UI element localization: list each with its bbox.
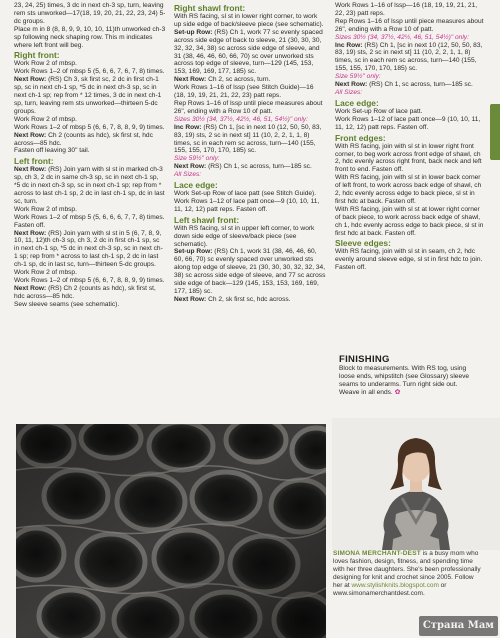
row-text: Ch 2, sc across, turn. xyxy=(206,76,271,84)
row-text: (RS) Ch 1, work 31 (38, 46, 46, 60, 60, 66, 70) sc evenly spaced over unworked sts along top edge of sleeve, 21 (30, 30, 30, 32, 32, 34, 38) sc across side edge of sleeve, and 77 sc across side edge of back—129 (145, 153, 153, 169, 169, 177, 185) sc. xyxy=(174,248,326,295)
row-label: Set-up Row: xyxy=(174,28,213,36)
paragraph: Work Rows 1–2 of mbsp 5 (6, 6, 7, 8, 8, 9, 9) times. xyxy=(14,123,165,131)
paragraph xyxy=(174,296,326,304)
paragraph: With RS facing, join with sl st in lower back corner of left front, to work across back edge of shawl, ch 2, hdc evenly across edge to back piece, sl st in first hdc at back. Fasten off. xyxy=(335,174,482,205)
row-label: Next Row: xyxy=(14,76,47,84)
paragraph xyxy=(174,124,326,156)
row-label: Next Row: xyxy=(174,76,207,84)
paragraph: Work Row 2 of mbsp. xyxy=(14,205,77,213)
paragraph: Work Rows 1–2 of mbsp 5 (6, 6, 7, 8, 8, 9, 9) times. xyxy=(14,277,165,284)
row-label: Next Row: xyxy=(14,284,47,292)
paragraph: Work Row 2 of mbsp. xyxy=(14,60,77,68)
paragraph: Work Row 2 of mbsp. xyxy=(14,269,77,277)
bio-text-2: or www.simonamerchantdest.com. xyxy=(333,582,447,598)
heading-front-edges: Front edges: xyxy=(335,132,386,143)
paragraph xyxy=(14,76,166,116)
paragraph: Sew sleeve seams (see schematic). xyxy=(14,300,120,308)
size-note: Size 59½" only: xyxy=(335,73,381,81)
paragraph: Work Rows 1–2 of mbsp 5 (5, 6, 6, 7, 6, 7, 8) times. xyxy=(14,68,165,76)
flower-icon: ✿ xyxy=(394,388,401,396)
row-label: Inc Row: xyxy=(335,41,363,49)
site-watermark: Страна Мам xyxy=(419,616,498,636)
paragraph xyxy=(174,29,326,76)
paragraph: 23, 24, 25) times, 3 dc in next ch-3 sp, turn, leaving rem sts unworked—17(18, 19, 20, 21, 22, 23, 24) 5-dc groups. xyxy=(14,2,166,25)
paragraph: With RS facing, join with sl st in seam, ch 2, hdc evenly around sleeve edge, sl st in first hdc to join. Fasten off. xyxy=(335,248,483,272)
size-note: Sizes 30½ (34, 37½, 42½, 46, 51, 54½)" only: xyxy=(335,33,469,41)
row-label: Next Row: xyxy=(174,295,207,303)
paragraph: Work Rows 1–12 of lace patt once—9 (10, 10, 11, 11, 12, 12) patt reps. Fasten off. xyxy=(335,115,481,131)
crochet-photo xyxy=(16,424,326,638)
row-text: (RS) Ch 1, [sc in next 10 (12, 50, 50, 83, 83, 19) sts, 2 sc in next st] 11 (10, 2, 2, 1, 1, 8) times, sc in each rem sc across, turn—140 (155, 155, 155, 170, 170, 185) sc. xyxy=(335,41,483,73)
paragraph: Place m in 8 (8, 8, 9, 9, 10, 10, 11)th unworked ch-3 sp following neck shaping row. This m indicates where left front will beg. xyxy=(14,25,166,49)
blog-link[interactable]: www.stylishknits.blogspot.com xyxy=(351,582,439,590)
designer-name: SIMONA MERCHANT-DEST xyxy=(333,550,421,557)
finishing-heading: FINISHING xyxy=(339,354,390,365)
paragraph xyxy=(14,166,166,206)
paragraph xyxy=(335,42,485,74)
row-text: (RS) Ch 1, sc across, turn—185 sc. xyxy=(367,81,473,89)
row-text: (RS) Ch 1, [sc in next 10 (12, 50, 50, 83, 83, 19) sts, 2 sc in next st] 11 (10, 2, 2, 1, 1, 8) times, sc in each rem sc across, turn—140 (155, 155, 155, 170, 170, 185) sc. xyxy=(174,123,322,155)
heading-lace-edge: Lace edge: xyxy=(174,180,218,191)
paragraph xyxy=(174,248,326,295)
heading-left-shawl-front: Left shawl front: xyxy=(174,214,240,225)
paragraph: Rep Rows 1–16 of lssp until piece measures about 26", ending with a Row 10 of patt. xyxy=(174,99,323,115)
heading-right-front: Right front: xyxy=(14,50,60,61)
text-column-1 xyxy=(14,2,166,309)
section-tab xyxy=(490,104,500,160)
crochet-texture-image xyxy=(16,424,326,638)
size-note: All Sizes: xyxy=(174,171,202,179)
paragraph: With RS facing, sl st in upper left corner, to work down side edge of sleeve/back piece (see schematic). xyxy=(174,224,315,248)
paragraph xyxy=(174,163,326,171)
row-text: Ch 2, sk first sc, hdc across. xyxy=(206,295,291,303)
row-text: (RS) Join yarn with sl st in 5 (6, 7, 8, 9, 10, 11, 12)th ch-3 sp, ch 3, 2 dc in first ch-1 sp, sc in next ch-1 sp, *5 dc in next ch-3 sp, sc in next ch-1 sp; rep from * across to last ch-1 sp, 2 dc in last ch-1 sp, dc in last sc, turn—thirteen 5-dc groups. xyxy=(14,229,163,269)
designer-photo xyxy=(332,418,500,550)
heading-lace-edge: Lace edge: xyxy=(335,97,379,108)
heading-left-front: Left front: xyxy=(14,156,54,167)
text-column-3 xyxy=(335,2,485,272)
paragraph: Rep Rows 1–16 of lssp until piece measures about 26", ending with a Row 10 of patt. xyxy=(335,17,484,33)
row-label: Next Row: xyxy=(174,163,207,171)
paragraph xyxy=(14,132,166,148)
size-note: Sizes 30½ (34, 37½, 42½, 46, 51, 54½)" only: xyxy=(174,115,308,123)
paragraph xyxy=(14,285,166,301)
heading-sleeve-edges: Sleeve edges: xyxy=(335,238,391,249)
row-text: Ch 2 (counts as hdc), sk first st, hdc across—85 hdc. xyxy=(14,131,153,147)
row-label: Next Row: xyxy=(335,81,368,89)
size-note: Size 59½" only: xyxy=(174,155,220,163)
row-label: Set-up Row: xyxy=(174,248,213,256)
paragraph xyxy=(174,76,326,84)
row-label: Next Row: xyxy=(14,229,47,237)
paragraph: With RS facing, sl st in lower right corner, to work up side edge of back/sleeve piece (see schematic). xyxy=(174,13,324,28)
paragraph: Work Rows 1–16 of lssp (see Stitch Guide)—16 (18, 19, 19, 21, 21, 22, 23) patt reps. xyxy=(174,84,314,100)
finishing-section xyxy=(339,356,479,397)
row-text: (RS) Join yarn with sl st in marked ch-3 sp, ch 3, 2 dc in same ch-3 sp, sc in next ch-1 sp, *5 dc in next ch-3 sp, sc in next ch-1 sp; rep from * across to last ch-1 sp, 2 dc in last ch-1 sp, dc in last sc, turn. xyxy=(14,166,165,205)
row-text: (RS) Ch 3, sk first sc, 2 dc in first ch-1 sp, sc in next ch-1 sp, *5 dc in next ch-3 sp, sc in next ch-1 sp; rep from * 12 times, 3 dc in next ch-1 sp, turn, leaving rem sts unworked—thirteen 5-dc groups. xyxy=(14,76,162,115)
row-label: Next Row: xyxy=(14,131,47,139)
bio-text: is a busy mom who loves fashion, design, fitness, and spending time with her three daughters. She's been professionally designing for knit and crochet since 2005. Follow her at xyxy=(333,550,481,590)
row-text: (RS) Ch 2 (counts as hdc), sk first st, hdc across—85 hdc. xyxy=(14,284,156,300)
paragraph xyxy=(335,81,485,89)
paragraph xyxy=(14,230,166,270)
row-text: (RS) Ch 1, work 77 sc evenly spaced across side edge of back to sleeve, 21 (30, 30, 30, 32, 32, 34, 38) sc across side edge of sleeve, and 31 (38, 46, 46, 60, 66, 70) sc over unworked sts across top edge of sleeve, turn—129 (145, 153, 153, 169, 169, 177, 185) sc. xyxy=(174,28,323,76)
row-label: Inc Row: xyxy=(174,123,202,131)
paragraph: Fasten off leaving 30" tail. xyxy=(14,147,90,155)
paragraph: With RS facing, join with sl st in lower right front corner, to beg work across front edge of shawl, ch 2, hdc evenly across right front, back neck and left front to end. Fasten off. xyxy=(335,142,482,174)
paragraph: Work Rows 1–12 of lace patt once—9 (10, 10, 11, 11, 12, 12) patt reps. Fasten off. xyxy=(174,197,320,213)
paragraph: With RS facing, join with sl st at lower right corner of back piece, to work across back edge of shawl, ch 1, hdc evenly across edge to back piece, sl st in first hdc at back. Fasten off. xyxy=(335,205,484,237)
text-column-2 xyxy=(174,2,326,304)
paragraph: Work Row 2 of mbsp. xyxy=(14,115,77,123)
paragraph xyxy=(339,365,479,397)
size-note: All Sizes: xyxy=(335,88,363,96)
paragraph: Work Set-up Row of lace patt. xyxy=(335,107,423,115)
paragraph: Work Rows 1–16 of lssp—16 (18, 19, 19, 21, 21, 22, 23) patt reps. xyxy=(335,2,478,17)
finishing-text: Block to measurements. With RS tog, using loose ends, whipstitch (see Glossary) sleeve seams to underarms. Turn right side out. Weave in all ends. xyxy=(339,364,470,396)
row-text: (RS) Ch 1, sc across, turn—185 sc. xyxy=(206,163,312,171)
paragraph: Work Set-up Row of lace patt (see Stitch Guide). xyxy=(174,190,317,198)
heading-right-shawl-front: Right shawl front: xyxy=(174,3,246,13)
row-label: Next Row: xyxy=(14,166,47,174)
woman-wearing-shrug-image xyxy=(332,418,500,550)
paragraph: Work Rows 1–2 of mbsp 5 (5, 6, 6, 6, 7, 7, 8) times. Fasten off. xyxy=(14,213,165,229)
